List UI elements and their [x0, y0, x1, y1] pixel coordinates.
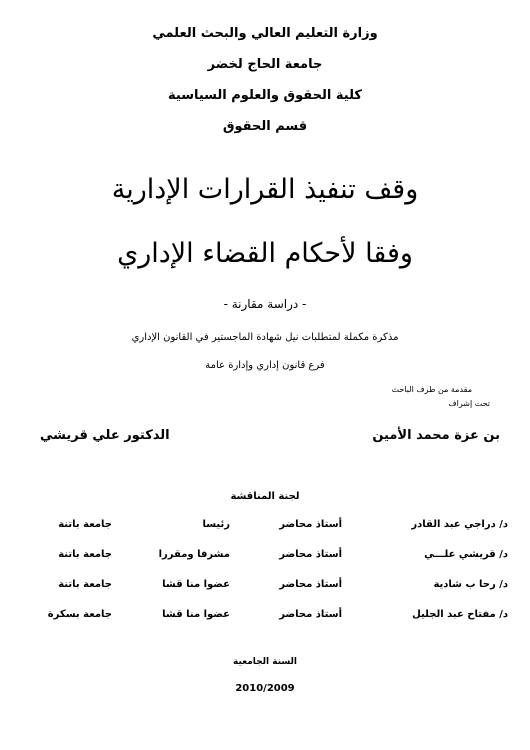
member-name: د/ قريشي علـــي — [424, 549, 508, 560]
department-name: قسم الحقوق — [222, 119, 308, 134]
member-name: د/ دراجي عبد القادر — [411, 519, 508, 530]
academic-year: 2010/2009 — [235, 683, 295, 694]
thesis-title-line-1: وقف تنفيذ القرارات الإدارية — [111, 174, 419, 205]
academic-year-label: السنة الجامعية — [232, 657, 297, 667]
member-institution: جامعة باتنة — [58, 519, 112, 530]
researcher-name: بن عزة محمد الأمين — [372, 428, 500, 443]
member-role: عضوا منا قشا — [162, 579, 230, 590]
member-name: د/ رحا ب شادية — [433, 579, 508, 590]
member-institution: جامعة باتنة — [58, 579, 112, 590]
supervisor-name: الدكتور علي قريشي — [40, 428, 170, 443]
university-name: جامعة الحاج لخضر — [207, 57, 323, 72]
member-institution: جامعة باتنة — [58, 549, 112, 560]
thesis-title-line-2: وفقا لأحكام القضاء الإداري — [117, 238, 413, 269]
committee-heading: لجنة المناقشة — [230, 491, 300, 502]
ministry-name: وزارة التعليم العالي والبحث العلمي — [152, 26, 378, 41]
member-rank: أستاذ محاضر — [279, 609, 342, 620]
supervision-label: تحت إشراف — [448, 399, 490, 408]
branch-name: فرع قانون إداري وإدارة عامة — [205, 360, 325, 371]
member-institution: جامعة بسكرة — [47, 609, 112, 620]
member-role: مشرفا ومقررا — [158, 549, 230, 560]
member-rank: أستاذ محاضر — [279, 519, 342, 530]
study-type: - دراسة مقارنة - — [223, 297, 307, 311]
member-rank: أستاذ محاضر — [279, 549, 342, 560]
submitted-by-label: مقدمة من طرف الباحث — [391, 385, 472, 394]
member-role: رئيسا — [202, 519, 230, 530]
memo-description: مذكرة مكملة لمتطلبات نيل شهادة الماجستير في القانون الإداري — [131, 332, 399, 343]
member-rank: أستاذ محاضر — [279, 579, 342, 590]
member-role: عضوا منا قشا — [162, 609, 230, 620]
faculty-name: كلية الحقوق والعلوم السياسية — [168, 88, 362, 103]
member-name: د/ مفتاح عبد الجليل — [412, 609, 508, 620]
